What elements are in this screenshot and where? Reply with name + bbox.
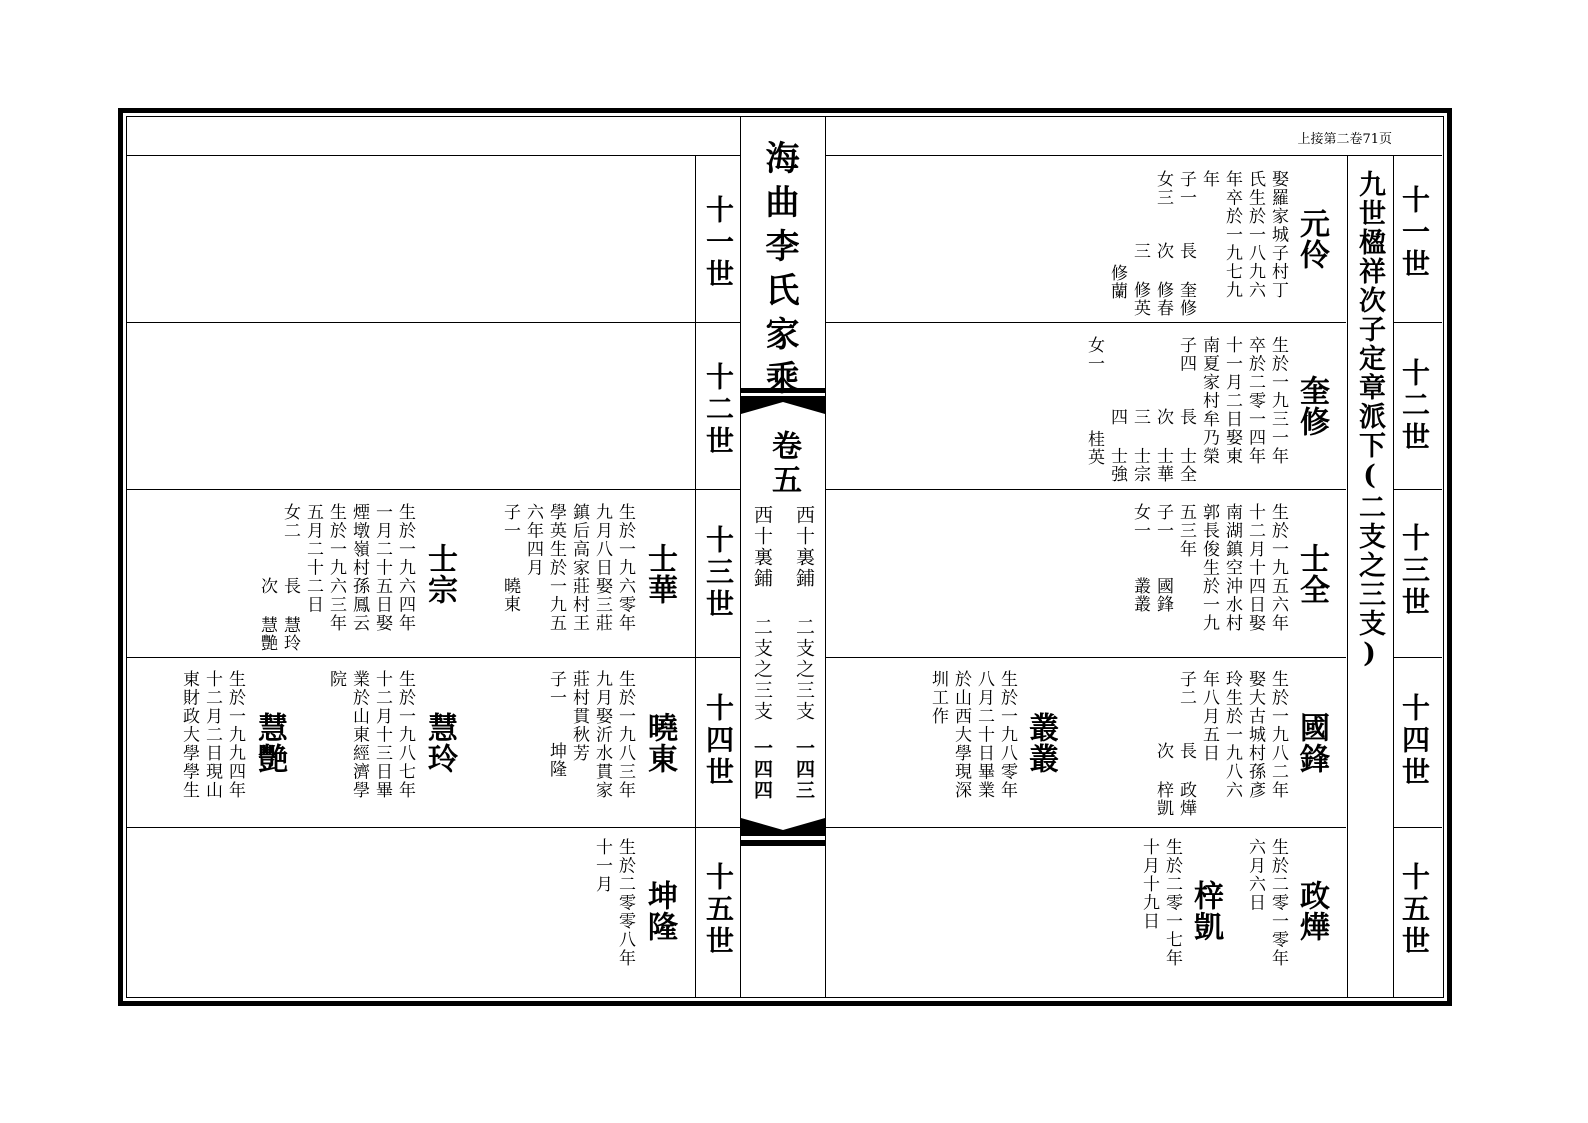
child-entry: 叢叢	[1130, 577, 1150, 613]
detail-line: 莊村貫秋芳	[569, 670, 589, 763]
spine-right-page-number: 一四三	[793, 738, 815, 801]
person-name-shihua: 士華	[642, 543, 677, 605]
detail-line: 學英生於一九五	[546, 503, 566, 633]
person-name-zikai: 梓凱	[1188, 880, 1223, 942]
child-entry: 次 梓凱	[1153, 742, 1173, 817]
rule	[826, 657, 1346, 658]
spine-right-branch: 二支之三支	[793, 617, 815, 722]
detail-line: 娶羅家城子村丁	[1268, 170, 1288, 300]
person-name-xiaodong: 曉東	[642, 712, 677, 774]
detail-line: 煙墩嶺村孫鳳云	[349, 503, 369, 633]
rule	[1394, 489, 1442, 490]
detail-line: 生於一九八七年	[395, 670, 415, 800]
child-entry: 坤隆	[546, 742, 566, 778]
generation-label: 十二世	[1398, 358, 1431, 454]
rule	[826, 322, 1346, 323]
spine-left-location: 西十裏鋪	[751, 505, 773, 589]
child-entry: 次 修春	[1153, 242, 1173, 317]
child-entry: 長 政燁	[1176, 742, 1196, 817]
detail-line: 氏生於一八九六	[1245, 170, 1265, 300]
rule	[1394, 657, 1442, 658]
detail-line: 生於一九三一年	[1268, 336, 1288, 466]
detail-line: 鎮后高家莊村王	[569, 503, 589, 633]
child-entry: 曉東	[500, 577, 520, 613]
person-name-congcong: 叢叢	[1023, 712, 1058, 774]
detail-line: 五月二十二日	[303, 503, 323, 614]
child-entry: 長 慧玲	[280, 577, 300, 652]
rule	[1393, 155, 1394, 997]
rule	[825, 117, 826, 997]
generation-label: 十二世	[702, 362, 735, 458]
child-entry: 桂英	[1084, 430, 1104, 466]
branch-title: 九世楹祥次子定章派下(二支之三支)	[1354, 170, 1385, 671]
rule	[826, 155, 1442, 156]
spine-right-location: 西十裏鋪	[793, 505, 815, 589]
detail-line: 子一	[546, 670, 566, 707]
detail-line: 東財政大學學生	[179, 670, 199, 800]
generation-label: 十三世	[1398, 523, 1431, 619]
rule	[826, 827, 1346, 828]
detail-line: 生於一九六四年	[395, 503, 415, 633]
child-entry: 三 修英	[1130, 242, 1150, 317]
child-entry: 三 士宗	[1130, 408, 1150, 483]
detail-line: 女一	[1130, 503, 1150, 540]
detail-line: 女三	[1153, 170, 1173, 207]
detail-line: 南夏家村牟乃榮	[1199, 336, 1219, 466]
person-name-guofeng: 國鋒	[1294, 712, 1329, 774]
detail-line: 女二	[280, 503, 300, 540]
generation-label: 十五世	[702, 862, 735, 958]
rule	[1347, 155, 1348, 997]
rule	[1394, 322, 1442, 323]
detail-line: 生於二零一七年	[1162, 838, 1182, 968]
generation-label: 十四世	[702, 693, 735, 789]
child-entry: 四 士強	[1107, 408, 1127, 483]
detail-line: 郭長俊生於一九	[1199, 503, 1219, 633]
detail-line: 子一	[1176, 170, 1196, 207]
detail-line: 生於一九八二年	[1268, 670, 1288, 800]
person-name-shiquan: 士全	[1294, 543, 1329, 605]
detail-line: 生於一九八零年	[997, 670, 1017, 800]
child-entry: 次 慧艷	[257, 577, 277, 652]
generation-label: 十五世	[1398, 862, 1431, 958]
detail-line: 業於山東經濟學	[349, 670, 369, 800]
child-entry: 長 士全	[1176, 408, 1196, 483]
detail-line: 年卒於一九七九	[1222, 170, 1242, 300]
detail-line: 生於二零零八年	[615, 838, 635, 968]
generation-label: 十三世	[702, 525, 735, 621]
person-name-kuixiu: 奎修	[1294, 375, 1329, 437]
detail-line: 生於一九六零年	[615, 503, 635, 633]
person-name-zhengye: 政燁	[1294, 880, 1329, 942]
detail-line: 九月八日娶三莊	[592, 503, 612, 633]
detail-line: 一月二十五日娶	[372, 503, 392, 633]
detail-line: 年八月五日	[1199, 670, 1219, 763]
person-name-shizong: 士宗	[422, 543, 457, 605]
detail-line: 子二	[1176, 670, 1196, 707]
spine-left-branch: 二支之三支	[751, 617, 773, 722]
detail-line: 十二月十四日娶	[1245, 503, 1265, 633]
detail-line: 子一	[500, 503, 520, 540]
detail-line: 娶大古城村孫彥	[1245, 670, 1265, 800]
detail-line: 南湖鎮空沖水村	[1222, 503, 1242, 633]
detail-line: 八月二十日畢業	[974, 670, 994, 800]
detail-line: 十二月二日現山	[202, 670, 222, 800]
rule	[127, 657, 741, 658]
detail-line: 子四	[1176, 336, 1196, 373]
rule	[127, 322, 741, 323]
detail-line: 於山西大學現深	[951, 670, 971, 800]
rule	[695, 155, 696, 997]
detail-line: 六月六日	[1245, 838, 1265, 912]
detail-line: 玲生於一九八六	[1222, 670, 1242, 800]
detail-line: 十一月	[592, 838, 612, 894]
detail-line: 十二月十三日畢	[372, 670, 392, 800]
person-name-huiling: 慧玲	[422, 712, 457, 774]
detail-line: 五三年	[1176, 503, 1196, 559]
detail-line: 生於一九八三年	[615, 670, 635, 800]
person-name-huiyan: 慧艷	[252, 712, 287, 774]
detail-line: 生於二零一零年	[1268, 838, 1288, 968]
book-title: 海曲李氏家乘	[759, 140, 799, 404]
rule	[127, 155, 741, 156]
detail-line: 生於一九五六年	[1268, 503, 1288, 633]
spine-left-page-number: 一四四	[751, 738, 773, 801]
child-entry: 長 奎修	[1176, 242, 1196, 317]
detail-line: 圳工作	[928, 670, 948, 726]
detail-line: 子一	[1153, 503, 1173, 540]
detail-line: 院	[326, 670, 346, 689]
detail-line: 九月娶沂水貫家	[592, 670, 612, 800]
person-name-kunlong: 坤隆	[642, 880, 677, 942]
detail-line: 十一月二日娶東	[1222, 336, 1242, 466]
child-entry: 國鋒	[1153, 577, 1173, 613]
detail-line: 六年四月	[523, 503, 543, 577]
person-name-yuanling: 元伶	[1294, 208, 1329, 270]
rule	[127, 489, 741, 490]
child-entry: 修蘭	[1107, 264, 1127, 300]
continued-from-note: 上接第二卷71页	[1297, 132, 1392, 147]
generation-label: 十四世	[1398, 693, 1431, 789]
rule	[127, 827, 741, 828]
generation-label: 十一世	[1398, 185, 1431, 281]
rule	[826, 489, 1346, 490]
detail-line: 生於一九六三年	[326, 503, 346, 633]
detail-line: 十月十九日	[1139, 838, 1159, 931]
detail-line: 生於一九九四年	[225, 670, 245, 800]
detail-line: 卒於二零一四年	[1245, 336, 1265, 466]
rule	[1394, 827, 1442, 828]
detail-line: 女一	[1084, 336, 1104, 373]
child-entry: 次 士華	[1153, 408, 1173, 483]
detail-line: 年	[1199, 170, 1219, 189]
generation-label: 十一世	[702, 195, 735, 291]
volume-label: 卷五	[766, 430, 801, 498]
